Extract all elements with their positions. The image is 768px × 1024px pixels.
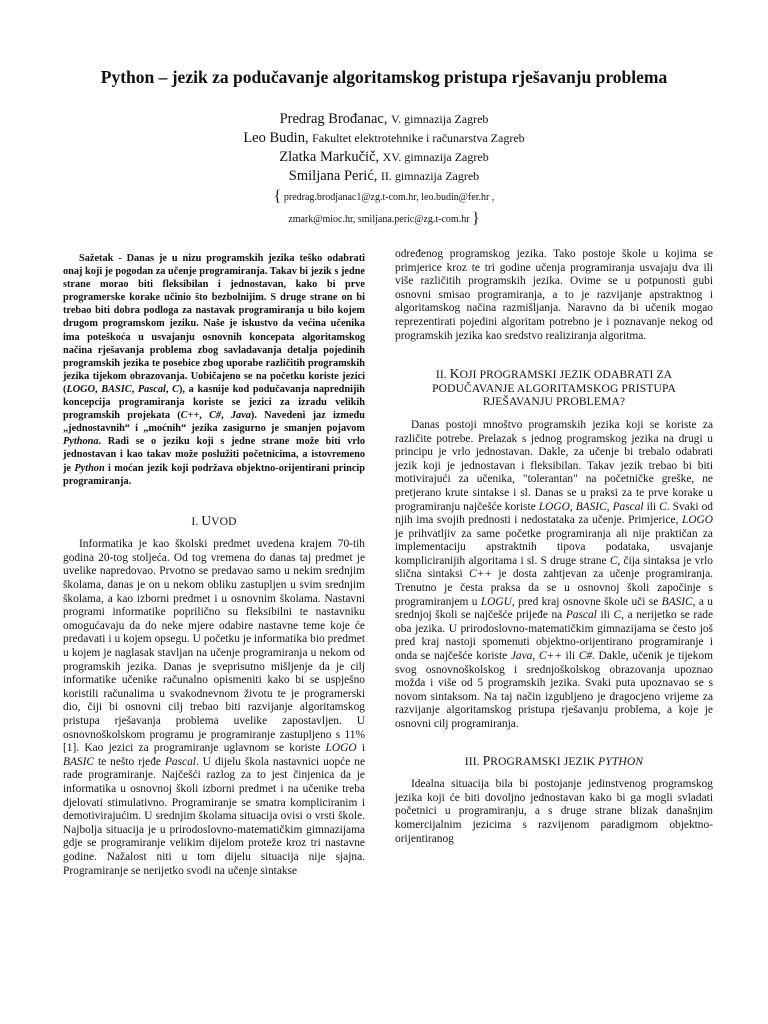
- author-name: Smiljana Perić,: [288, 168, 378, 184]
- author-affiliation: Fakultet elektrotehnike i računarstva Zagreb: [312, 131, 525, 145]
- author-4: [120, 167, 648, 186]
- author-name: Leo Budin,: [243, 130, 309, 146]
- email-line-1: predrag.brodjanac1@zg.t-com.hr, leo.budin@fer.hr ,: [283, 192, 495, 203]
- email-block: [120, 186, 648, 230]
- section-heading-3: III. PROGRAMSKI JEZIK PYTHON: [464, 752, 644, 768]
- section-3-text: Idealna situacija bila bi postojanje jedinstvenog programskog jezika koji će biti dovoljno jednostavan kako bi ga mogli svladati početnici u programiranju, a s druge strane blizak današnjim komercijalnim jezicima s razvijenom paradigmom objektno-orijentiranog: [395, 778, 713, 845]
- brace-close: }: [472, 210, 480, 227]
- paper-title: Python – jezik za podučavanje algoritamskog pristupa rješavanju problema: [100, 67, 668, 87]
- author-name: Predrag Brođanac,: [279, 111, 388, 127]
- abstract: Sažetak - Danas je u nizu programskih jezika teško odabrati onaj koji je pogodan za učenje programiranja. Takav bi jezik s jedne strane morao biti fleksibilan i jednostavan, kako bi prve programerske korake učinio što bezbolnijim. S druge strane on bi trebao biti dobra podloga za nastavak programiranja u bilo kojem drugom programskom jeziku. Naše je iskustvo da većina učenika ima poteškoća u usvajanju osnovnih koncepata algoritamskog načina rješavanja problema zbog savladavanja detalja pojedinih programskih jezika te posebice zbog uporabe različitih programskih jezika tijekom obrazovanja. Uobičajeno se na početku koriste jezici (LOGO, BASIC, Pascal, C), a kasnije kod podučavanja naprednijih koncepcija programiranja koriste se jezici za izradu velikih programskih projekata (C++, C#, Java). Navedeni jaz između „jednostavnih“ i „moćnih“ jezika zasigurno je smanjen pojavom Pythona. Radi se o jeziku koji s jedne strane može biti vrlo jednostavan i kao takav može poslužiti početnicima, a istovremeno je Python i moćan jezik koji podržava objektno-orijentirani princip programiranja.: [63, 253, 365, 487]
- left-column: [63, 252, 365, 878]
- brace-open: {: [273, 188, 282, 205]
- author-1: [120, 110, 648, 129]
- section-2-text: Danas postoji mnoštvo programskih jezika koji se koriste za različite potrebe. Prelazak s jednog programskog jezika na drugi u principu je vrlo jednostavan. Dakle, za učenje bi trebalo odabrati jezik koji je jednostavan i fleksibilan. Takav jezik trebao bi biti motivirajući za učenika, "tolerantan" na početničke greške, ne pretjerano krute sintakse i sl. Danas se u praksi za te prve korake u programiranju najčešće koriste LOGO, BASIC, Pascal ili C. Svaki od njih ima svojih prednosti i nedostataka za učenje. Primjerice, LOGO je prihvatljiv za same početke programiranja ali nije praktičan za implementaciju apstraktnih tipova podataka, usvajanje kompliciranijih algoritama i sl. S druge strane C, čija sintaksa je vrlo slična sintaksi C++ je dosta zahtjevan za učenje programiranja. Trenutno je česta praksa da se u osnovnoj školi započinje s programiranjem u LOGU, pred kraj osnovne škole uči se BASIC, a u srednjoj školi se najčešće prijeđe na Pascal ili C, a nerijetko se rade oba jezika. U prirodoslovno-matematičkim gimnazijama se često još pred kraj nastoji spomenuti objektno-orijentirano programiranje i onda se najčešće koriste Java, C++ ili C#. Dakle, učenik je tijekom svog osnovnoškolskog i srednjoškolskog obrazovanja upoznao možda i više od 5 programskih jezika. Svaki puta upoznavao se s novom sintaksom. Na taj način izgubljeno je dragocjeno vrijeme za razvijanje algoritamskog pristupa rješavanju problema, a koje je osnovni cilj programiranja.: [395, 418, 713, 730]
- author-affiliation: V. gimnazija Zagreb: [390, 112, 489, 126]
- section-heading-1: I. UVOD: [191, 512, 237, 528]
- author-2: [120, 129, 648, 148]
- continued-text: određenog programskog jezika. Tako postoje škole u kojima se primjerice kroz te tri godine učenja programiranja usvajaju dva ili više različitih programskih jezika. Ovime se u potpunosti gubi osnovni smisao programiranja, a to je razvijanje apstraktnog i algoritamskog načina razmišljanja. Naravno da bi učenik mogao reprezentirati pojedini algoritam potrebno je i poznavanje nekog od programskih jezika kao sredstvo realiziranja algoritma.: [395, 248, 713, 342]
- author-affiliation: XV. gimnazija Zagreb: [382, 150, 489, 164]
- right-column: [395, 248, 713, 846]
- section-heading-2: II. KOJI PROGRAMSKI JEZIK ODABRATI ZA PODUČAVANJE ALGORITAMSKOG PRISTUPA RJEŠAVANJU PROBLEMA?: [432, 366, 676, 409]
- section-1-text: Informatika je kao školski predmet uvedena krajem 70-tih godina 20-tog stoljeća. Od tog vremena do danas taj predmet je uvelike napredovao. Prvotno se predavao samo u nekim srednjim školama, danas je on u nekom obliku zastupljen u svim srednjim školama, a kao izborni predmet i u osnovnim školama. Nastavni programi informatike poprilično su fleksibilni te nastavniku omogućavaju da do neke mjere odabire nastavne teme koje će predavati i u kojem opsegu. U početku je informatika bio predmet u kojem je naglasak stavljan na učenje programiranja u nekom od programskih jezika. Danas je sveprisutno mišljenje da je cilj informatike učenike računalno opismeniti kako bi se uspješno koristili računalima u svakodnevnom životu te je programerski dio, čiji bi osnovni cilj trebao biti razvijanje algoritamskog pristupa rješavanja problema uvelike zapostavljen. U osnovnoškolskom programu je programiranje zastupljeno s 11% [1]. Kao jezici za programiranje uglavnom se koriste LOGO i BASIC te nešto rjeđe Pascal. U dijelu škola nastavnici uopće ne rade programiranje. Najčešći razlog za to jest činjenica da je informatika u osnovnoj školi izborni predmet i na učenike treba djelovati stimulativno. Programiranje se smatra kompliciranim i demotivirajućim. U srednjim školama situacija ovisi o vrsti škole. Najbolja situacija je u prirodoslovno-matematičkim gimnazijama gdje se programiranje velikim dijelom proteže kroz tri nastavne godine. Nažalost niti u tom dijelu situacija nije sjajna. Programiranje se nerijetko svodi na učenje sintakse: [63, 538, 366, 877]
- author-affiliation: II. gimnazija Zagreb: [380, 169, 480, 183]
- email-line-2: zmark@mioc.hr, smiljana.peric@zg.t-com.hr: [288, 214, 470, 225]
- author-block: [120, 110, 648, 230]
- author-3: [120, 148, 648, 167]
- author-name: Zlatka Markučič,: [279, 149, 380, 165]
